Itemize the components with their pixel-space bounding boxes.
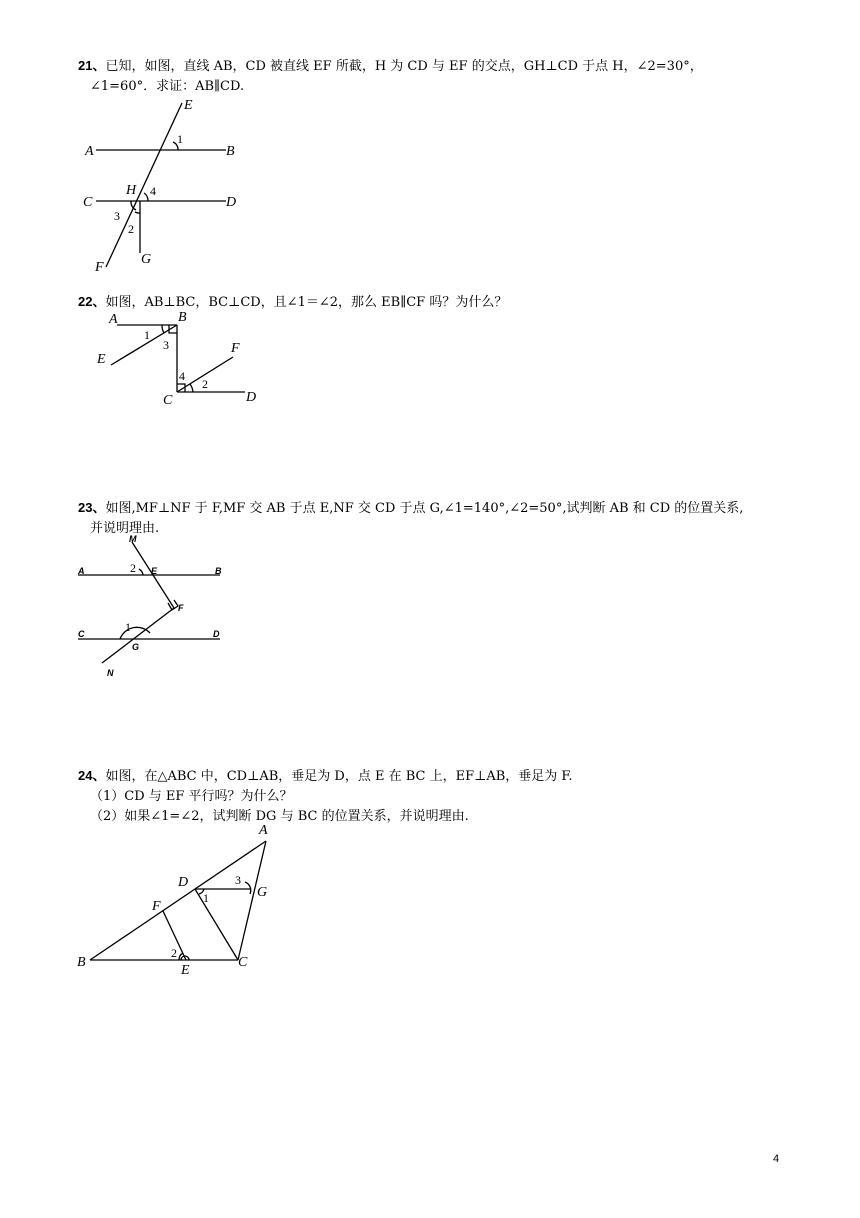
question-24-figure — [75, 820, 285, 980]
question-24-sub2: （2）如果∠1=∠2，试判断 DG 与 BC 的位置关系，并说明理由. — [90, 809, 469, 824]
question-23-text — [78, 498, 743, 539]
label-d: D — [213, 629, 220, 639]
label-e: E — [151, 566, 158, 576]
question-24-text — [78, 766, 573, 827]
page-number: 4 — [773, 1153, 780, 1165]
label-n: N — [107, 668, 114, 678]
angle-label-1: 1 — [177, 132, 183, 146]
question-24-number: 24、 — [78, 768, 106, 783]
question-21-line2: ∠1=60°．求证：AB∥CD. — [90, 79, 245, 94]
angle-label-2: 2 — [128, 222, 134, 236]
angle-3-arc — [245, 882, 251, 894]
label-c: C — [238, 955, 248, 970]
angle-label-2: 2 — [202, 377, 208, 391]
question-21-figure — [80, 95, 250, 275]
label-b: B — [77, 955, 86, 970]
angle-2-arc — [139, 569, 143, 575]
label-e: E — [97, 352, 106, 367]
question-23-figure — [75, 535, 235, 685]
angle-label-1: 1 — [125, 620, 131, 634]
question-24-sub1: （1）CD 与 EF 平行吗？为什么？ — [90, 789, 293, 804]
label-g: G — [132, 642, 140, 652]
label-f: F — [231, 341, 240, 356]
label-c: C — [163, 393, 173, 408]
label-d: D — [178, 875, 189, 890]
angle-2-arc — [190, 384, 193, 392]
question-22-number: 22、 — [78, 294, 106, 309]
angle-label-4: 4 — [150, 184, 156, 198]
question-23-line2: 并说明理由. — [90, 521, 160, 536]
label-a: A — [109, 312, 118, 327]
question-23-line1: 如图,MF⊥NF 于 F,MF 交 AB 于点 E,NF 交 CD 于点 G,∠1=140°,∠2=50°,试判断 AB 和 CD 的位置关系, — [105, 501, 744, 516]
label-a: A — [78, 566, 85, 576]
angle-3-arc — [131, 201, 136, 210]
angle-label-4: 4 — [179, 369, 185, 383]
angle-label-1: 1 — [144, 328, 150, 342]
label-b: B — [226, 144, 235, 159]
line-nf — [102, 608, 174, 663]
angle-label-1: 1 — [203, 891, 209, 905]
angle-label-2: 2 — [130, 561, 136, 575]
label-b: B — [215, 566, 222, 576]
label-a: A — [85, 144, 94, 159]
segment-cd — [195, 889, 238, 960]
angle-1-arc — [162, 325, 164, 333]
label-m: M — [129, 534, 137, 544]
line-ef — [106, 103, 182, 267]
label-g: G — [257, 885, 268, 900]
angle-label-2: 2 — [171, 946, 177, 960]
label-f: F — [152, 899, 161, 914]
label-a: A — [259, 823, 268, 838]
label-c: C — [78, 629, 85, 639]
angle-2-arc — [135, 212, 140, 213]
question-22-figure — [95, 305, 270, 410]
label-f: F — [95, 260, 104, 275]
label-e: E — [181, 963, 190, 978]
question-24-line1: 如图，在△ABC 中，CD⊥AB，垂足为 D，点 E 在 BC 上，EF⊥AB，垂足为 F. — [105, 769, 573, 784]
angle-label-3: 3 — [235, 873, 241, 887]
label-f: F — [178, 603, 184, 613]
label-e: E — [184, 98, 193, 113]
question-22-line1: 如图，AB⊥BC，BC⊥CD，且∠1＝∠2，那么 EB∥CF 吗？为什么？ — [105, 295, 508, 310]
angle-4-arc — [144, 193, 148, 201]
side-ac — [238, 841, 266, 960]
label-d: D — [226, 195, 237, 210]
question-21-line1: 已知，如图，直线 AB，CD 被直线 EF 所截，H 为 CD 与 EF 的交点，GH⊥CD 于点 H，∠2=30°， — [105, 59, 703, 74]
angle-label-3: 3 — [114, 209, 120, 223]
label-d: D — [246, 390, 257, 405]
label-g: G — [141, 252, 152, 267]
label-c: C — [83, 195, 93, 210]
question-21-text — [78, 56, 703, 97]
label-h: H — [126, 183, 137, 198]
label-b: B — [178, 310, 187, 325]
angle-label-3: 3 — [163, 338, 169, 352]
question-23-number: 23、 — [78, 500, 106, 515]
question-21-number: 21、 — [78, 58, 106, 73]
